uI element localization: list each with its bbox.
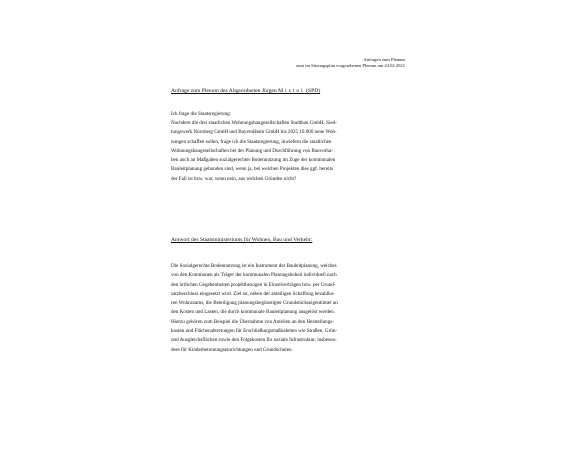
answer-line: den örtlichen Gegebenheiten projektbezogen in Einzelverträgen bzw. per Grund- xyxy=(171,281,336,288)
question-line: lungswerk Nürnberg GmbH und BayernHeim GmbH bis 2025 10.000 neue Woh- xyxy=(171,129,337,136)
answer-line: und Ausgleichsflächen sowie den Folgekosten für soziale Infrastruktur, insbeson- xyxy=(171,337,337,344)
question-intro-text: Ich frage die Staatsregierung: xyxy=(171,111,232,117)
question-heading xyxy=(171,88,320,95)
answer-heading: Antwort des Staatsministeriums für Wohnen, Bau und Verkehr: xyxy=(171,237,313,243)
question-heading-party: (SPD) xyxy=(306,88,321,94)
header-note-line-1: Anfragen zum Plenum xyxy=(363,57,405,62)
answer-line: dere für Kinderbetreuungseinrichtungen und Grundschulen. xyxy=(171,346,293,353)
question-heading-name: Mistol xyxy=(278,88,305,94)
answer-line: kosten und Flächenabtretungen für Erschließungsmaßnahmen wie Straßen, Grün- xyxy=(171,328,338,335)
question-line: ben auch an Maßgaben sozialgerechter Bodennutzung im Zuge der kommunalen xyxy=(171,157,336,164)
answer-line: Hierzu gehören zum Beispiel die Übernahme von Anteilen an den Herstellungs- xyxy=(171,318,334,325)
question-line: Nachdem die drei staatlichen Wohnungsbaugesellschaften Stadtbau GmbH, Sied- xyxy=(171,120,337,126)
answer-line: den Kosten und Lasten, die durch kommunale Bauleitplanung ausgelöst werden. xyxy=(171,309,335,316)
question-heading-prefix: Anfrage zum Plenum des Abgeordneten Jürgen xyxy=(171,88,277,94)
question-line: nungen schaffen sollen, frage ich die Staatsregierung, inwiefern die staatlichen xyxy=(171,138,332,145)
header-note-line-2: zum im Sitzungsplan vorgesehenen Plenum am 24.02.2021 xyxy=(296,63,405,69)
header-note xyxy=(225,57,405,69)
question-line: Bauleitplanung gebunden sind, wenn ja, bei welchen Projekten dies ggf. bereits xyxy=(171,166,333,173)
answer-line: ren Wohnraums, die Beteiligung planungsbegünstigter Grundstückseigentümer an xyxy=(171,300,338,307)
question-body xyxy=(171,119,406,184)
question-intro xyxy=(171,110,406,119)
question-line: Wohnungsbaugesellschaften bei der Planung und Durchführung von Bauvorha- xyxy=(171,147,333,154)
answer-line: von den Kommunen als Träger der kommunalen Planungshoheit individuell nach xyxy=(171,272,337,279)
question-line: der Fall ist bzw. war, wenn nein, aus welchen Gründen nicht? xyxy=(171,175,297,182)
answer-line: Die Sozialgerechte Bodennutzung ist ein Instrument der Bauleitplanung, welches xyxy=(171,263,337,269)
answer-line: satzbeschluss eingesetzt wird. Ziel ist, neben der anteiligen Schaffung bezahlba- xyxy=(171,290,335,297)
answer-body xyxy=(171,262,406,355)
